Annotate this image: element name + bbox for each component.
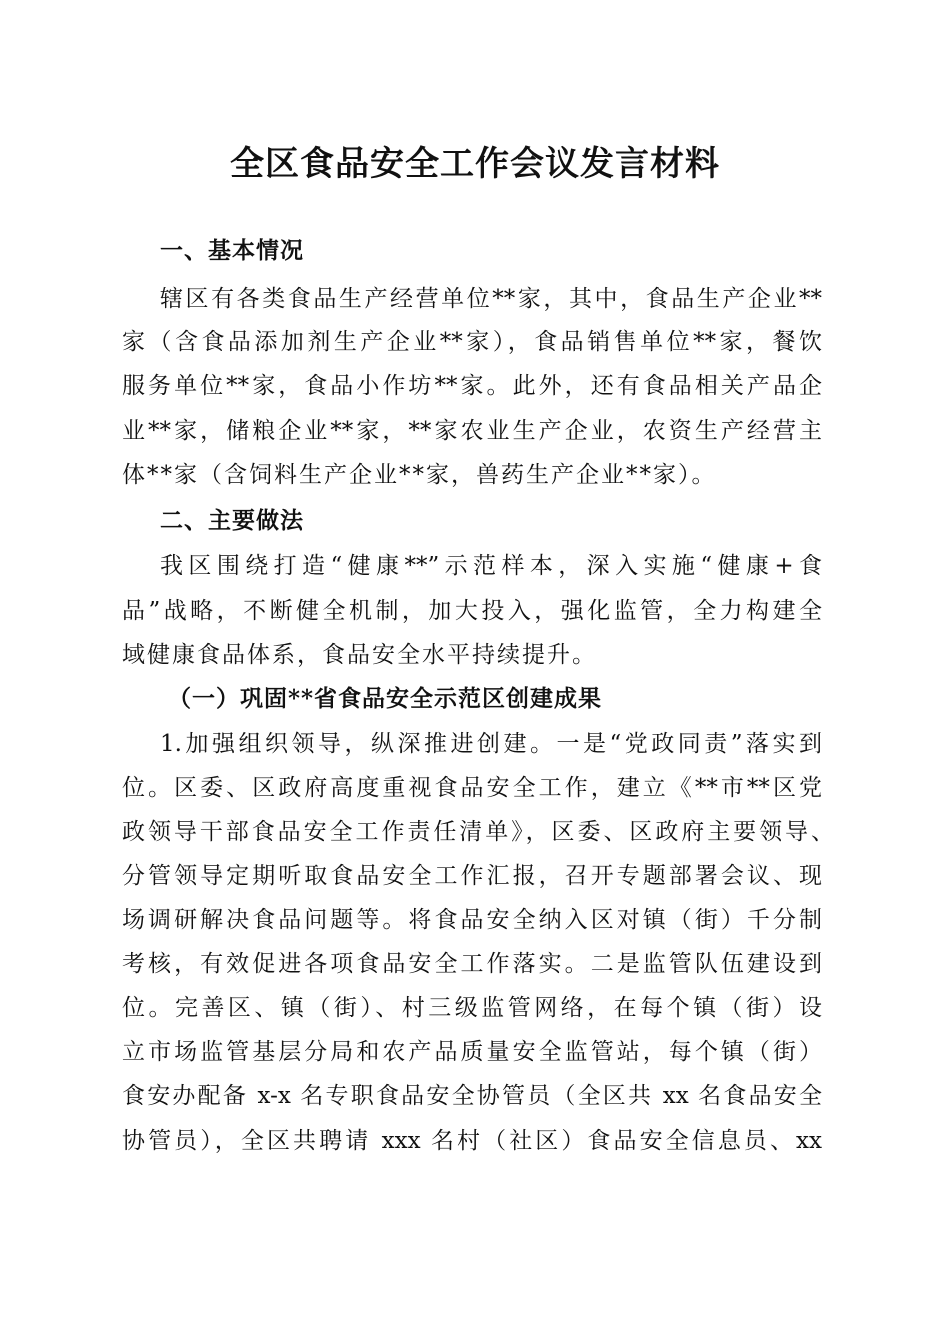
- paragraph-line: 品”战略，不断健全机制，加大投入，强化监管，全力构建全: [122, 598, 822, 624]
- document-title: 全区食品安全工作会议发言材料: [230, 144, 720, 184]
- paragraph-line: 辖区有各类食品生产经营单位**家，其中，食品生产企业**: [160, 286, 822, 312]
- section-heading-basic: 一、基本情况: [160, 238, 304, 264]
- subsection-heading: （一）巩固**省食品安全示范区创建成果: [168, 685, 603, 712]
- paragraph-line: 场调研解决食品问题等。将食品安全纳入区对镇（街）千分制: [122, 907, 822, 933]
- paragraph-line: 服务单位**家，食品小作坊**家。此外，还有食品相关产品企: [122, 373, 822, 399]
- paragraph-line: 分管领导定期听取食品安全工作汇报，召开专题部署会议、现: [122, 863, 822, 889]
- paragraph-line: 域健康食品体系，食品安全水平持续提升。: [122, 642, 597, 668]
- paragraph-line: 位。完善区、镇（街）、村三级监管网络，在每个镇（街）设: [122, 995, 822, 1021]
- paragraph-line: 政领导干部食品安全工作责任清单》，区委、区政府主要领导、: [122, 819, 834, 845]
- paragraph-line: 考核，有效促进各项食品安全工作落实。二是监管队伍建设到: [122, 951, 822, 977]
- paragraph-line: 立市场监管基层分局和农产品质量安全监管站，每个镇（街）: [122, 1039, 822, 1065]
- paragraph-line: 食安办配备 x-x 名专职食品安全协管员（全区共 xx 名食品安全: [122, 1083, 822, 1109]
- paragraph-line: 体**家（含饲料生产企业**家，兽药生产企业**家）。: [122, 462, 717, 488]
- paragraph-line: 我区围绕打造“健康**”示范样本，深入实施“健康+食: [160, 553, 822, 579]
- section-heading-practices: 二、主要做法: [160, 508, 304, 534]
- paragraph-line: 1.加强组织领导，纵深推进创建。一是“党政同责”落实到: [160, 731, 822, 757]
- paragraph-line: 协管员），全区共聘请 xxx 名村（社区）食品安全信息员、xx: [122, 1128, 822, 1154]
- paragraph-line: 位。区委、区政府高度重视食品安全工作，建立《**市**区党: [122, 775, 822, 801]
- paragraph-line: 家（含食品添加剂生产企业**家），食品销售单位**家，餐饮: [122, 329, 822, 355]
- paragraph-line: 业**家，储粮企业**家，**家农业生产企业，农资生产经营主: [122, 418, 822, 444]
